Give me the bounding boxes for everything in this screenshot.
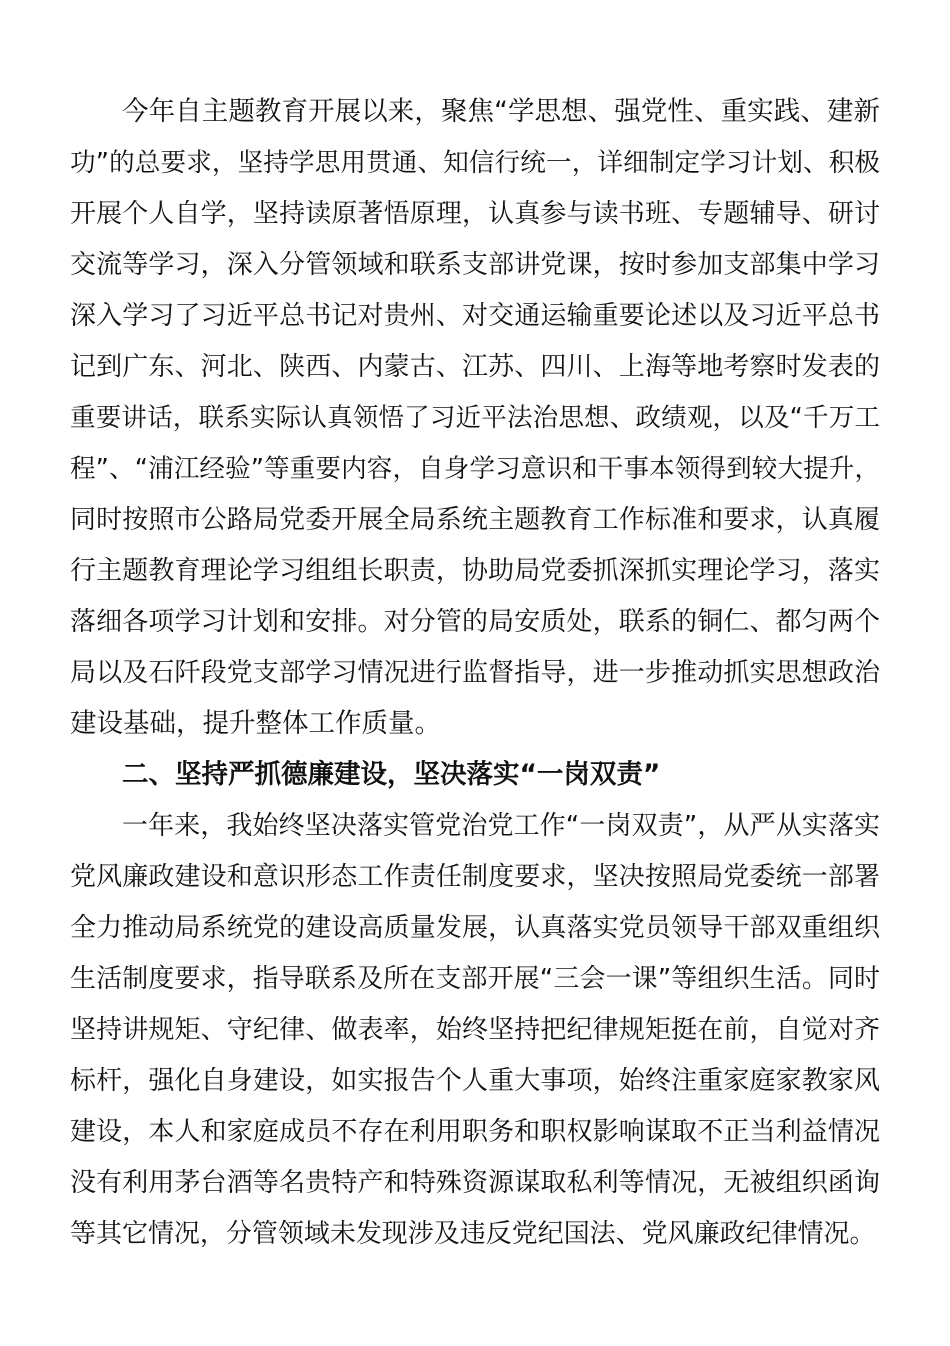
text-line: 功”的总要求，坚持学思用贯通、知信行统一，详细制定学习计划、积极	[70, 148, 880, 178]
text-line: 交流等学习，深入分管领域和联系支部讲党课，按时参加支部集中学习	[70, 250, 880, 280]
text-line: 没有利用茅台酒等名贵特产和特殊资源谋取私利等情况，无被组织函询	[70, 1168, 880, 1198]
section-heading: 二、坚持严抓德廉建设，坚决落实“一岗双责”	[122, 759, 661, 790]
text-line: 建设，本人和家庭成员不存在利用职务和职权影响谋取不正当利益情况	[70, 1117, 880, 1147]
text-line: 生活制度要求，指导联系及所在支部开展“三会一课”等组织生活。同时	[70, 964, 880, 994]
text-line: 程”、“浦江经验”等重要内容，自身学习意识和干事本领得到较大提升，	[70, 454, 880, 484]
text-line: 开展个人自学，坚持读原著悟原理，认真参与读书班、专题辅导、研讨	[70, 199, 880, 229]
text-line: 党风廉政建设和意识形态工作责任制度要求，坚决按照局党委统一部署	[70, 862, 880, 892]
text-line: 同时按照市公路局党委开展全局系统主题教育工作标准和要求，认真履	[70, 505, 880, 535]
text-line: 标杆，强化自身建设，如实报告个人重大事项，始终注重家庭家教家风	[70, 1066, 880, 1096]
text-line: 记到广东、河北、陕西、内蒙古、江苏、四川、上海等地考察时发表的	[70, 352, 880, 382]
text-line: 全力推动局系统党的建设高质量发展，认真落实党员领导干部双重组织	[70, 913, 880, 943]
text-line: 局以及石阡段党支部学习情况进行监督指导，进一步推动抓实思想政治	[70, 658, 880, 688]
text-line: 落细各项学习计划和安排。对分管的局安质处，联系的铜仁、都匀两个	[70, 607, 880, 637]
text-line: 坚持讲规矩、守纪律、做表率，始终坚持把纪律规矩挺在前，自觉对齐	[70, 1015, 880, 1045]
text-line: 等其它情况，分管领域未发现涉及违反党纪国法、党风廉政纪律情况。	[70, 1219, 876, 1249]
text-line: 行主题教育理论学习组组长职责，协助局党委抓深抓实理论学习，落实	[70, 556, 880, 586]
text-line: 深入学习了习近平总书记对贵州、对交通运输重要论述以及习近平总书	[70, 301, 880, 331]
text-line: 今年自主题教育开展以来，聚焦“学思想、强党性、重实践、建新	[122, 96, 880, 127]
text-line: 重要讲话，联系实际认真领悟了习近平法治思想、政绩观，以及“千万工	[70, 403, 880, 433]
text-line: 一年来，我始终坚决落实管党治党工作“一岗双责”，从严从实落实	[122, 811, 880, 841]
text-line: 建设基础，提升整体工作质量。	[70, 708, 441, 739]
